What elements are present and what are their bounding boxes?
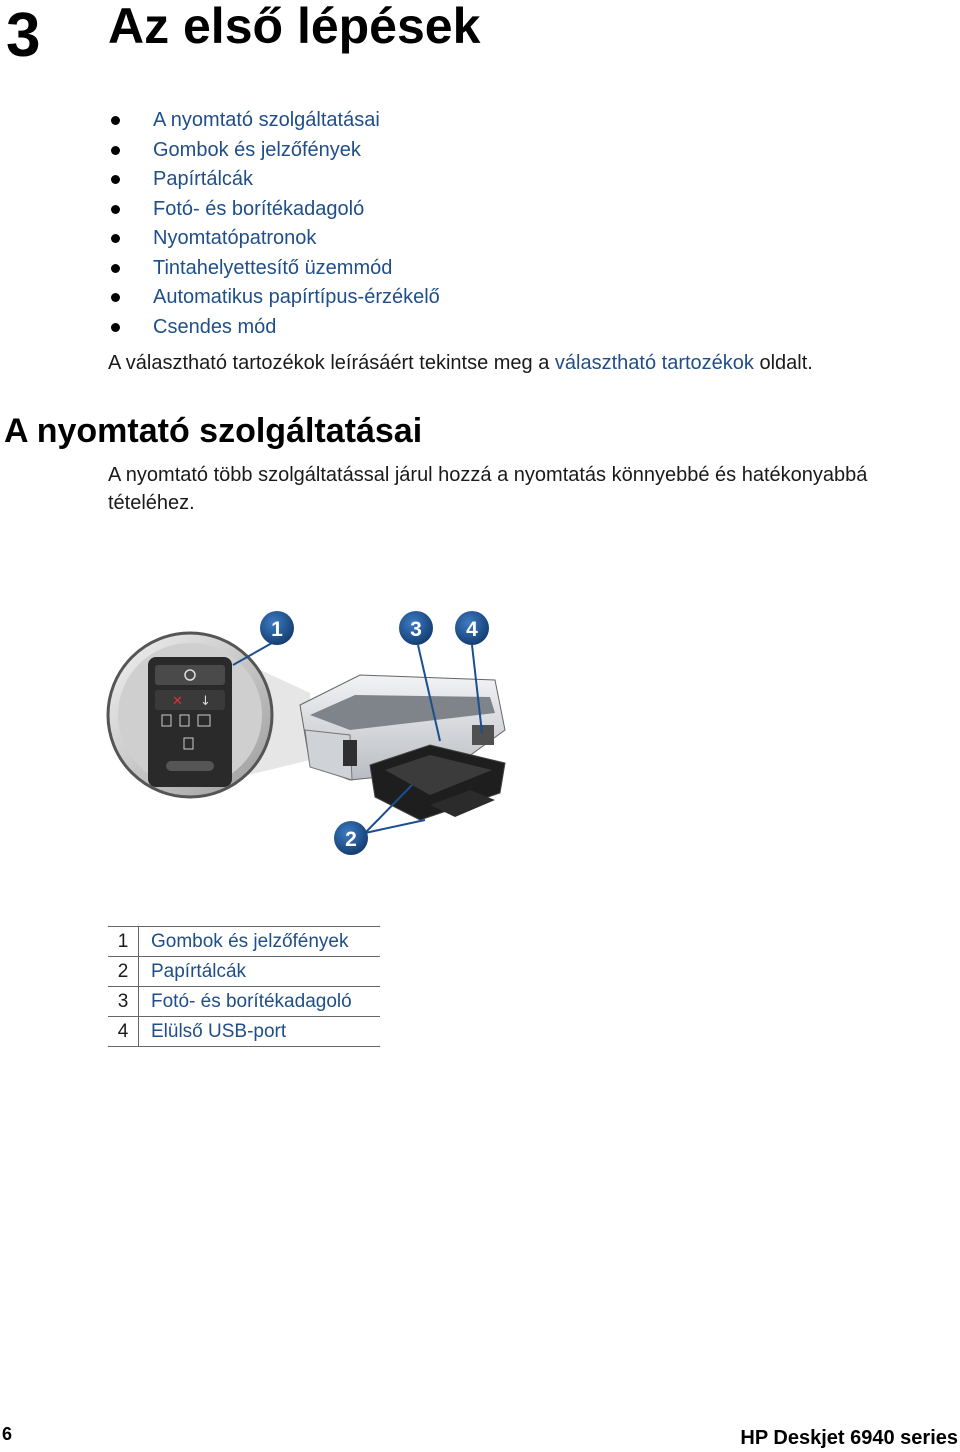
- toc-item: [108, 106, 440, 136]
- toc-item: [108, 165, 440, 195]
- accessories-link[interactable]: választható tartozékok: [554, 352, 754, 374]
- page-number: 6: [2, 1424, 13, 1444]
- table-row: [108, 957, 380, 987]
- callout-1: [260, 611, 294, 645]
- toc-link-print-cartridges[interactable]: Nyomtatópatronok: [153, 227, 317, 249]
- footer-product-name: HP Deskjet 6940 series: [740, 1427, 958, 1449]
- svg-text:4: 4: [466, 618, 478, 641]
- toc-link-paper-type-sensor[interactable]: Automatikus papírtípus-érzékelő: [153, 286, 440, 308]
- printer-illustration: [100, 595, 520, 865]
- accessories-note: [108, 349, 813, 377]
- chapter-title: Az első lépések: [108, 0, 481, 54]
- toc-item: [108, 254, 440, 284]
- toc-item: [108, 313, 440, 343]
- callout-3: [399, 611, 433, 645]
- bullet-icon: [111, 234, 120, 243]
- svg-text:↓: ↓: [200, 694, 211, 709]
- toc-link-features[interactable]: A nyomtató szolgáltatásai: [153, 109, 380, 131]
- toc-link-ink-backup-mode[interactable]: Tintahelyettesítő üzemmód: [153, 256, 393, 279]
- toc-item: [108, 283, 440, 313]
- toc-link-photo-envelope-feeder[interactable]: Fotó- és borítékadagoló: [153, 197, 365, 220]
- printer-body: [300, 675, 505, 820]
- chapter-toc-list: [108, 106, 440, 342]
- toc-item: [108, 224, 440, 254]
- callout-label: Elülső USB-port: [139, 1017, 381, 1047]
- bullet-icon: [111, 175, 120, 184]
- svg-text:✕: ✕: [172, 694, 183, 709]
- toc-link-quiet-mode[interactable]: Csendes mód: [153, 315, 277, 338]
- table-row: [108, 927, 380, 957]
- callout-label: Papírtálcák: [139, 957, 381, 987]
- toc-link-buttons-lights[interactable]: Gombok és jelzőfények: [153, 138, 361, 161]
- section-intro: A nyomtató több szolgáltatással járul hozzá a nyomtatás könnyebbé és hatékonyabbá tételéhez.: [108, 464, 868, 514]
- svg-text:1: 1: [271, 618, 283, 641]
- bullet-icon: [111, 205, 120, 214]
- table-row: [108, 987, 380, 1017]
- accessories-note-text: A választható tartozékok leírásáért tekintse meg a: [108, 352, 555, 374]
- bullet-icon: [111, 264, 120, 273]
- svg-text:2: 2: [345, 828, 357, 851]
- bullet-icon: [111, 323, 120, 332]
- toc-item: [108, 136, 440, 166]
- bullet-icon: [111, 146, 120, 155]
- callout-label: Gombok és jelzőfények: [139, 927, 381, 957]
- accessories-note-end: oldalt.: [753, 352, 813, 374]
- callout-label: Fotó- és borítékadagoló: [139, 987, 381, 1017]
- bullet-icon: [111, 116, 120, 125]
- bullet-icon: [111, 293, 120, 302]
- callout-legend-table: [108, 926, 380, 1047]
- control-panel-zoom: [108, 633, 310, 797]
- svg-text:3: 3: [410, 618, 422, 641]
- table-row: [108, 1017, 380, 1047]
- callout-4: [455, 611, 489, 645]
- callout-number: 1: [108, 927, 139, 957]
- toc-item: [108, 195, 440, 225]
- callout-number: 2: [108, 957, 139, 987]
- toc-link-paper-trays[interactable]: Papírtálcák: [153, 168, 254, 190]
- callout-number: 4: [108, 1017, 139, 1047]
- callout-number: 3: [108, 987, 139, 1017]
- chapter-number: 3: [6, 1, 41, 70]
- section-heading: A nyomtató szolgáltatásai: [4, 412, 423, 450]
- callout-2: [334, 821, 368, 855]
